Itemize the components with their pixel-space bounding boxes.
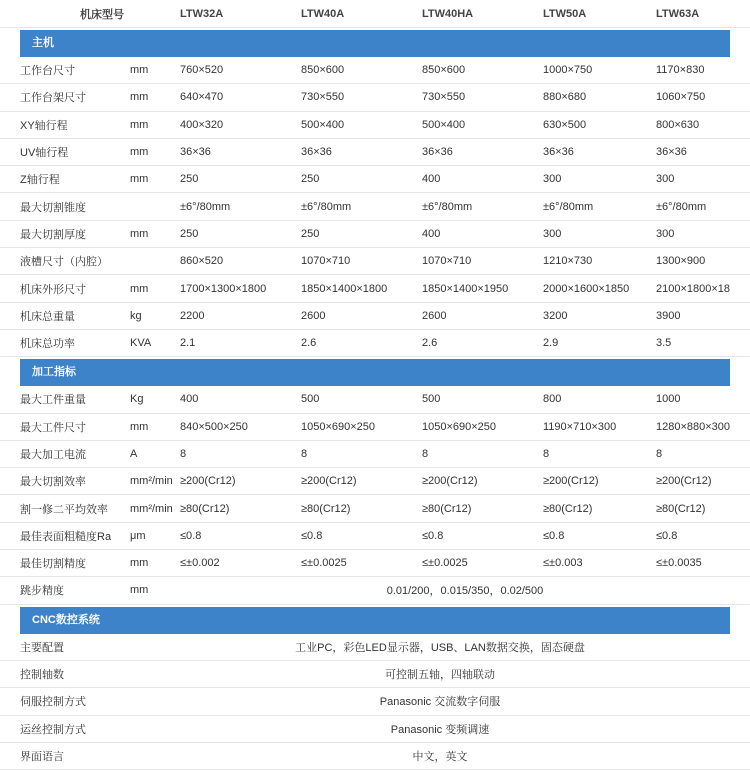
table-row bbox=[0, 193, 750, 220]
row-value: 1850×1400×1950 bbox=[422, 282, 509, 295]
row-value: ≥200(Cr12) bbox=[543, 475, 599, 488]
row-label: 最大工件尺寸 bbox=[20, 421, 86, 434]
row-value: 400 bbox=[422, 227, 441, 240]
row-value: 2200 bbox=[180, 309, 205, 322]
row-unit: mm bbox=[130, 118, 149, 131]
row-label: 运丝控制方式 bbox=[20, 723, 86, 736]
row-value: 1060×750 bbox=[656, 91, 706, 104]
model-ltw32a: LTW32A bbox=[180, 7, 224, 20]
row-value: 850×600 bbox=[301, 64, 345, 77]
row-value: ±6°/80mm bbox=[656, 200, 707, 213]
table-row bbox=[0, 743, 750, 770]
row-value: ≤±0.002 bbox=[180, 557, 220, 570]
row-unit: kg bbox=[130, 309, 142, 322]
row-value: ≥200(Cr12) bbox=[301, 475, 357, 488]
row-value: ±6°/80mm bbox=[180, 200, 231, 213]
row-value: 8 bbox=[422, 448, 429, 460]
row-value: 300 bbox=[543, 227, 562, 240]
row-value: 2.1 bbox=[180, 337, 196, 350]
table-row bbox=[0, 221, 750, 248]
row-label: 机床总重量 bbox=[20, 310, 75, 323]
row-value: ≥200(Cr12) bbox=[422, 475, 478, 488]
table-row bbox=[0, 57, 750, 84]
model-ltw40a: LTW40A bbox=[301, 7, 345, 20]
row-label: UV轴行程 bbox=[20, 147, 69, 160]
row-value: 1700×1300×1800 bbox=[180, 282, 267, 295]
row-value: ±6°/80mm bbox=[301, 200, 352, 213]
row-value: 250 bbox=[180, 227, 199, 240]
row-label: 最佳切割精度 bbox=[20, 558, 86, 571]
row-value: 730×550 bbox=[301, 91, 345, 104]
row-value: 36×36 bbox=[301, 146, 332, 159]
row-value: ≥80(Cr12) bbox=[422, 502, 472, 515]
table-row bbox=[0, 275, 750, 302]
row-value: ≥80(Cr12) bbox=[301, 502, 351, 515]
row-value: 800 bbox=[543, 393, 562, 406]
main-rows bbox=[0, 57, 750, 357]
table-row bbox=[0, 523, 750, 550]
row-value: ≥80(Cr12) bbox=[543, 502, 593, 515]
table-row bbox=[0, 303, 750, 330]
row-value: ≤0.8 bbox=[422, 529, 444, 542]
table-row bbox=[0, 386, 750, 413]
table-row bbox=[0, 441, 750, 468]
row-value: 850×600 bbox=[422, 64, 466, 77]
row-value: Panasonic 变频调速 bbox=[390, 723, 490, 736]
row-label: 最大切割厚度 bbox=[20, 228, 86, 241]
row-value: ±6°/80mm bbox=[543, 200, 594, 213]
row-value: 中文，英文 bbox=[412, 750, 468, 763]
row-label: 割一修二平均效率 bbox=[20, 503, 108, 516]
row-label: 伺服控制方式 bbox=[20, 696, 86, 709]
row-value: ≥80(Cr12) bbox=[180, 502, 230, 515]
table-row bbox=[0, 414, 750, 441]
row-value: 400 bbox=[180, 393, 199, 406]
row-value: 500 bbox=[301, 393, 320, 406]
row-unit: mm bbox=[130, 91, 149, 104]
row-span-value: 0.01/200，0.015/350，0.02/500 bbox=[386, 585, 544, 598]
row-value: 2.6 bbox=[301, 337, 317, 350]
row-value: 1280×880×300 bbox=[656, 420, 731, 433]
table-row bbox=[0, 577, 750, 604]
row-label: 机床总功率 bbox=[20, 338, 75, 351]
row-label: 跳步精度 bbox=[20, 585, 64, 598]
row-value: 2600 bbox=[422, 309, 447, 322]
row-value: 840×500×250 bbox=[180, 420, 248, 433]
row-unit: mm bbox=[130, 146, 149, 159]
row-unit bbox=[130, 248, 180, 274]
table-header bbox=[0, 0, 750, 28]
row-value: 1070×710 bbox=[422, 255, 472, 268]
row-value: 880×680 bbox=[543, 91, 587, 104]
row-value: 1000×750 bbox=[543, 64, 593, 77]
row-unit: mm bbox=[130, 173, 149, 186]
row-value: 3.5 bbox=[656, 337, 672, 350]
row-label: 最大切割锥度 bbox=[20, 201, 86, 214]
table-row bbox=[0, 112, 750, 139]
row-unit: mm²/min bbox=[130, 502, 173, 515]
row-value: ≤0.8 bbox=[180, 529, 202, 542]
row-unit: KVA bbox=[130, 337, 152, 350]
row-label: 最大工件重量 bbox=[20, 394, 86, 407]
row-value: 8 bbox=[656, 448, 663, 460]
table-row bbox=[0, 468, 750, 495]
row-unit: mm bbox=[130, 282, 149, 295]
row-value: 640×470 bbox=[180, 91, 224, 104]
row-value: 3900 bbox=[656, 309, 681, 322]
row-value: 1170×830 bbox=[656, 64, 705, 77]
row-value: 1210×730 bbox=[543, 255, 593, 268]
row-value: 400 bbox=[422, 173, 441, 186]
table-row bbox=[0, 634, 750, 661]
row-value: ±6°/80mm bbox=[422, 200, 473, 213]
row-value: 8 bbox=[180, 448, 187, 460]
row-value: 8 bbox=[301, 448, 308, 460]
model-ltw50a: LTW50A bbox=[543, 7, 587, 20]
cnc-rows bbox=[0, 634, 750, 770]
table-row bbox=[0, 495, 750, 522]
machining-rows bbox=[0, 386, 750, 577]
row-value: 1000 bbox=[656, 393, 681, 406]
row-value: 1050×690×250 bbox=[422, 420, 497, 433]
model-ltw63a: LTW63A bbox=[656, 7, 700, 20]
row-value: 2600 bbox=[301, 309, 326, 322]
row-value: 300 bbox=[543, 173, 562, 186]
row-value: 760×520 bbox=[180, 64, 224, 77]
row-value: 1850×1400×1800 bbox=[301, 282, 388, 295]
row-value: 2.6 bbox=[422, 337, 438, 350]
table-row bbox=[0, 84, 750, 111]
table-row bbox=[0, 139, 750, 166]
row-value: ≤±0.0035 bbox=[656, 557, 702, 570]
row-unit: mm bbox=[130, 227, 149, 240]
row-value: 8 bbox=[543, 448, 550, 460]
row-value: 250 bbox=[180, 173, 199, 186]
row-label: 工作台架尺寸 bbox=[20, 92, 86, 105]
row-label: 界面语言 bbox=[20, 750, 64, 763]
row-value: ≥80(Cr12) bbox=[656, 502, 706, 515]
row-unit: mm bbox=[130, 557, 149, 570]
row-value: 400×320 bbox=[180, 118, 224, 131]
row-value: ≥200(Cr12) bbox=[656, 475, 712, 488]
row-unit: Kg bbox=[130, 393, 144, 406]
row-unit: mm bbox=[130, 420, 149, 433]
row-unit: mm²/min bbox=[130, 475, 173, 488]
row-value: ≤0.8 bbox=[656, 529, 678, 542]
row-value: 730×550 bbox=[422, 91, 466, 104]
table-row bbox=[0, 248, 750, 275]
table-row bbox=[0, 688, 750, 715]
row-value: 300 bbox=[656, 227, 675, 240]
row-value: 1050×690×250 bbox=[301, 420, 376, 433]
model-label: 机床型号 bbox=[80, 8, 124, 21]
row-value: 2100×1800×18 bbox=[656, 282, 731, 295]
row-unit: mm bbox=[130, 64, 149, 77]
row-value: 500×400 bbox=[422, 118, 466, 131]
table-row bbox=[0, 166, 750, 193]
row-value: ≥200(Cr12) bbox=[180, 475, 236, 488]
row-value: ≤0.8 bbox=[543, 529, 565, 542]
section-main: 主机 bbox=[20, 30, 730, 57]
row-label: 最大切割效率 bbox=[20, 476, 86, 489]
model-ltw40ha: LTW40HA bbox=[422, 7, 474, 20]
table-row bbox=[0, 661, 750, 688]
row-value: 630×500 bbox=[543, 118, 587, 131]
row-value: 860×520 bbox=[180, 255, 224, 268]
row-label: XY轴行程 bbox=[20, 119, 68, 132]
row-value: 250 bbox=[301, 227, 320, 240]
row-label: 最大加工电流 bbox=[20, 449, 86, 461]
row-value: 1190×710×300 bbox=[543, 420, 617, 433]
table-row bbox=[0, 330, 750, 357]
row-value: 300 bbox=[656, 173, 675, 186]
row-value: 36×36 bbox=[543, 146, 574, 159]
row-value: 800×630 bbox=[656, 118, 700, 131]
section-machining: 加工指标 bbox=[20, 359, 730, 386]
row-label: 最佳表面粗糙度Ra bbox=[20, 530, 112, 543]
row-value: ≤0.8 bbox=[301, 529, 323, 542]
row-value: 500 bbox=[422, 393, 441, 406]
row-value: 2.9 bbox=[543, 337, 559, 350]
row-label: 液槽尺寸（内腔） bbox=[20, 256, 108, 269]
row-value: 36×36 bbox=[180, 146, 211, 159]
row-label: Z轴行程 bbox=[20, 174, 60, 187]
section-cnc: CNC数控系统 bbox=[20, 607, 730, 634]
row-unit bbox=[130, 193, 180, 219]
row-value: ≤±0.0025 bbox=[422, 557, 468, 570]
row-unit: A bbox=[130, 448, 138, 460]
row-label: 控制轴数 bbox=[20, 669, 64, 682]
row-value: 2000×1600×1850 bbox=[543, 282, 630, 295]
row-value: 工业PC，彩色LED显示器，USB、LAN数据交换，固态硬盘 bbox=[295, 641, 585, 654]
row-value: 1070×710 bbox=[301, 255, 351, 268]
table-row bbox=[0, 550, 750, 577]
table-row bbox=[0, 716, 750, 743]
row-value: 250 bbox=[301, 173, 320, 186]
row-value: ≤±0.0025 bbox=[301, 557, 347, 570]
row-unit: μm bbox=[130, 529, 146, 542]
row-value: 500×400 bbox=[301, 118, 345, 131]
row-value: 1300×900 bbox=[656, 255, 706, 268]
row-value: 3200 bbox=[543, 309, 568, 322]
row-value: ≤±0.003 bbox=[543, 557, 583, 570]
row-unit: mm bbox=[130, 584, 149, 597]
row-label: 工作台尺寸 bbox=[20, 65, 75, 78]
row-label: 机床外形尺寸 bbox=[20, 283, 86, 296]
row-label: 主要配置 bbox=[20, 641, 64, 654]
row-value: 可控制五轴，四轴联动 bbox=[385, 669, 495, 682]
row-value: 36×36 bbox=[656, 146, 687, 159]
row-value: Panasonic 交流数字伺服 bbox=[379, 696, 501, 709]
row-value: 36×36 bbox=[422, 146, 453, 159]
